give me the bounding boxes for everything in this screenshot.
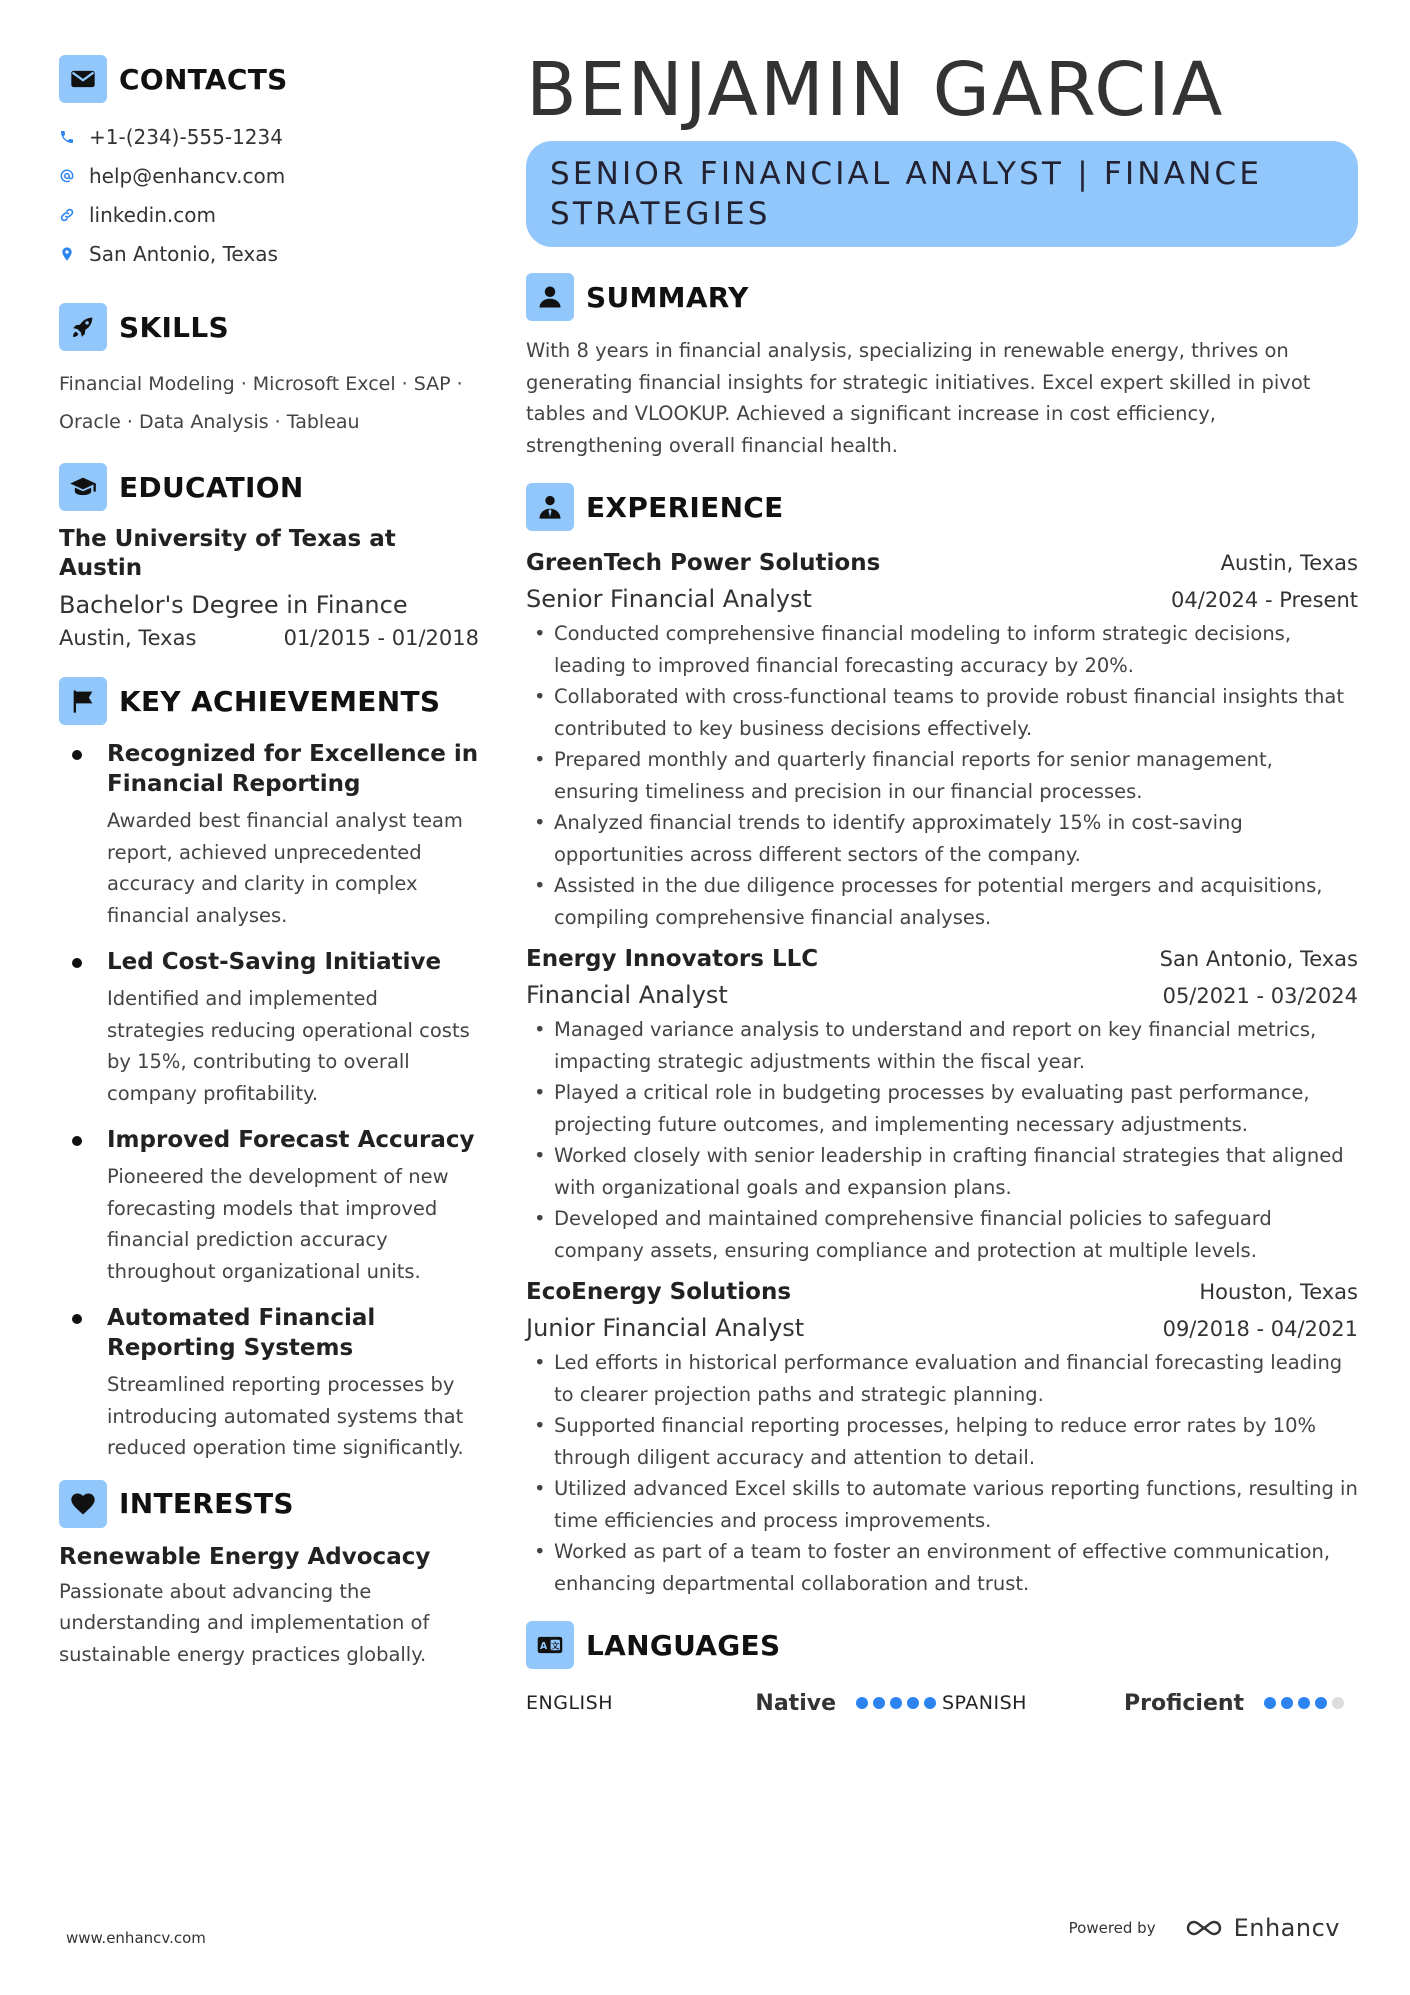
- proficiency-dot-filled: [873, 1697, 885, 1709]
- svg-text:文: 文: [551, 1640, 560, 1651]
- bullet-dot: [72, 1314, 82, 1324]
- achievements-list: [59, 739, 479, 1464]
- job-entry: [526, 545, 1358, 933]
- languages-title: LANGUAGES: [586, 1628, 781, 1662]
- contact-list: [59, 117, 479, 273]
- bullet-dot: [72, 958, 82, 968]
- education-header: [59, 463, 479, 511]
- job-bullet: • Played a critical role in budgeting processes by evaluating past performance, projecting future outcomes, and implementing necessary adjustments.: [526, 1077, 1358, 1140]
- achievement-title: Recognized for Excellence in Financial Reporting: [107, 741, 479, 797]
- contact-phone-text: +1-(234)-555-1234: [89, 124, 283, 149]
- achievements-header: [59, 677, 479, 725]
- achievement-item: [59, 947, 479, 1109]
- language-level: Proficient: [1124, 1690, 1245, 1716]
- proficiency-dot-filled: [1264, 1697, 1276, 1709]
- education-meta: [59, 623, 479, 653]
- achievement-title: Automated Financial Reporting Systems: [107, 1305, 376, 1361]
- job-bullet: • Assisted in the due diligence processes for potential mergers and acquisitions, compiling comprehensive financial analyses.: [526, 870, 1358, 933]
- skills-title: SKILLS: [119, 310, 229, 344]
- footer-website[interactable]: www.enhancv.com: [66, 1929, 206, 1947]
- job-bullets: [526, 618, 1358, 933]
- job-bullet: • Analyzed financial trends to identify approximately 15% in cost-saving opportunities across different sectors of the company.: [526, 807, 1358, 870]
- language-dots: [856, 1697, 941, 1709]
- job-bullet: • Conducted comprehensive financial modeling to inform strategic decisions, leading to improved financial forecasting accuracy by 20%.: [526, 618, 1358, 681]
- business-person-icon: [526, 483, 574, 531]
- map-pin-icon: [59, 245, 75, 263]
- right-column: [526, 47, 1358, 1723]
- phone-icon: [59, 128, 75, 146]
- contact-phone[interactable]: [59, 117, 479, 156]
- job-bullet: • Managed variance analysis to understand and report on key financial metrics, impacting strategic adjustments within the fiscal year.: [526, 1014, 1358, 1077]
- job-role: Junior Financial Analyst: [526, 1314, 805, 1342]
- job-role: Financial Analyst: [526, 981, 728, 1009]
- proficiency-dot-filled: [890, 1697, 902, 1709]
- job-header: [526, 545, 1358, 581]
- job-title-line1: SENIOR FINANCIAL ANALYST | FINANCE: [550, 156, 1263, 192]
- graduation-cap-icon: [59, 463, 107, 511]
- experience-header: [526, 483, 1358, 531]
- job-dates: 04/2024 - Present: [1171, 588, 1358, 612]
- languages-header: [526, 1621, 1358, 1669]
- skills-list: Financial Modeling · Microsoft Excel · SAP · Oracle · Data Analysis · Tableau: [59, 373, 463, 433]
- language-name: SPANISH: [942, 1692, 1027, 1714]
- job-bullet: • Worked as part of a team to foster an environment of effective communication, enhancing departmental collaboration and trust.: [526, 1536, 1358, 1599]
- contacts-title: CONTACTS: [119, 62, 288, 96]
- achievement-item: [59, 739, 479, 931]
- job-bullet: • Prepared monthly and quarterly financial reports for senior management, ensuring timeliness and precision in our financial processes.: [526, 744, 1358, 807]
- achievements-title: KEY ACHIEVEMENTS: [119, 684, 441, 718]
- enhancv-logo-icon: [1182, 1916, 1226, 1940]
- link-icon: [59, 206, 75, 224]
- achievement-desc: Streamlined reporting processes by introducing automated systems that reduced operation time significantly.: [107, 1373, 464, 1459]
- interests-title: INTERESTS: [119, 1487, 294, 1520]
- job-subheader: [526, 977, 1358, 1014]
- job-location: Houston, Texas: [1199, 1280, 1358, 1304]
- proficiency-dot-filled: [1315, 1697, 1327, 1709]
- job-entry: [526, 1274, 1358, 1599]
- language-item: [526, 1691, 942, 1716]
- summary-text: With 8 years in financial analysis, specializing in renewable energy, thrives on generating financial insights for strategic initiatives. Excel expert skilled in pivot tables and VLOOKUP. Achieved a significant increase in cost efficiency, strengthening overall financial health.: [526, 339, 1311, 457]
- powered-by-label: Powered by: [1068, 1919, 1156, 1937]
- skills-header: [59, 303, 479, 351]
- job-bullet: • Worked closely with senior leadership in crafting financial strategies that aligned with organizational goals and expansion plans.: [526, 1140, 1358, 1203]
- proficiency-dot-filled: [1281, 1697, 1293, 1709]
- job-title-line2: STRATEGIES: [550, 196, 771, 232]
- job-company: Energy Innovators LLC: [526, 946, 819, 972]
- proficiency-dot-empty: [1332, 1697, 1344, 1709]
- contact-linkedin-text: linkedin.com: [89, 202, 216, 227]
- person-icon: [526, 273, 574, 321]
- brand-name: Enhancv: [1233, 1914, 1340, 1942]
- proficiency-dot-filled: [907, 1697, 919, 1709]
- language-name: ENGLISH: [526, 1692, 613, 1714]
- job-company: GreenTech Power Solutions: [526, 550, 881, 576]
- summary-header: [526, 273, 1358, 321]
- job-bullet: • Utilized advanced Excel skills to automate various reporting functions, resulting in time efficiencies and process improvements.: [526, 1473, 1358, 1536]
- svg-text:A: A: [539, 1641, 548, 1653]
- job-header: [526, 1274, 1358, 1310]
- footer-branding: [1069, 1914, 1340, 1942]
- bullet-dot: [72, 1136, 82, 1146]
- job-header: [526, 941, 1358, 977]
- translate-icon: [526, 1621, 574, 1669]
- language-level: Native: [755, 1690, 836, 1716]
- education-school: The University of Texas at Austin: [59, 526, 396, 581]
- languages-row: [526, 1683, 1358, 1723]
- summary-title: SUMMARY: [586, 280, 749, 314]
- contact-email[interactable]: [59, 156, 479, 195]
- education-title: EDUCATION: [119, 470, 304, 504]
- job-entry: [526, 941, 1358, 1266]
- proficiency-dot-filled: [1298, 1697, 1310, 1709]
- education-dates: 01/2015 - 01/2018: [283, 626, 479, 650]
- contact-location-text: San Antonio, Texas: [89, 241, 278, 266]
- contact-linkedin[interactable]: [59, 195, 479, 234]
- heart-icon: [59, 1480, 107, 1528]
- proficiency-dot-filled: [924, 1697, 936, 1709]
- achievement-desc: Pioneered the development of new forecasting models that improved financial prediction accuracy throughout organizational units.: [107, 1165, 449, 1283]
- achievement-item: [59, 1303, 479, 1464]
- experience-title: EXPERIENCE: [586, 490, 784, 524]
- bullet-dot: [72, 750, 82, 760]
- job-bullet: • Collaborated with cross-functional teams to provide robust financial insights that contributed to key business decisions effectively.: [526, 681, 1358, 744]
- language-item: [942, 1691, 1358, 1716]
- achievement-desc: Identified and implemented strategies reducing operational costs by 15%, contributing to overall company profitability.: [107, 987, 470, 1105]
- job-subheader: [526, 1310, 1358, 1347]
- job-bullet: • Supported financial reporting processes, helping to reduce error rates by 10% through diligent accuracy and attention to detail.: [526, 1410, 1358, 1473]
- job-location: Austin, Texas: [1220, 551, 1358, 575]
- job-bullet: • Led efforts in historical performance evaluation and financial forecasting leading to clearer projection paths and strategic planning.: [526, 1347, 1358, 1410]
- interest-title: Renewable Energy Advocacy: [59, 1543, 431, 1570]
- left-column: [59, 55, 479, 1670]
- job-subheader: [526, 581, 1358, 618]
- job-role: Senior Financial Analyst: [526, 585, 812, 613]
- job-dates: 09/2018 - 04/2021: [1162, 1317, 1358, 1341]
- education-degree: Bachelor's Degree in Finance: [59, 591, 408, 619]
- language-dots: [1264, 1697, 1349, 1709]
- achievement-title: Improved Forecast Accuracy: [107, 1127, 475, 1153]
- job-title-banner: [526, 141, 1358, 247]
- contact-location: [59, 234, 479, 273]
- job-dates: 05/2021 - 03/2024: [1162, 984, 1358, 1008]
- contact-email-text: help@enhancv.com: [89, 163, 286, 188]
- achievement-title: Led Cost-Saving Initiative: [107, 949, 442, 975]
- achievement-desc: Awarded best financial analyst team report, achieved unprecedented accuracy and clarity in complex financial analyses.: [107, 809, 463, 927]
- at-icon: [59, 167, 75, 185]
- job-bullets: [526, 1014, 1358, 1266]
- job-bullet: • Developed and maintained comprehensive financial policies to safeguard company assets, ensuring compliance and protection at multiple levels.: [526, 1203, 1358, 1266]
- rocket-icon: [59, 303, 107, 351]
- job-location: San Antonio, Texas: [1159, 947, 1358, 971]
- proficiency-dot-filled: [856, 1697, 868, 1709]
- enhancv-logo[interactable]: [1182, 1914, 1340, 1942]
- job-company: EcoEnergy Solutions: [526, 1279, 792, 1305]
- flag-icon: [59, 677, 107, 725]
- education-location: Austin, Texas: [59, 626, 197, 650]
- envelope-icon: [59, 55, 107, 103]
- candidate-name: BENJAMIN GARCIA: [526, 47, 1225, 133]
- interests-header: [59, 1480, 479, 1528]
- achievement-item: [59, 1125, 479, 1287]
- job-bullets: [526, 1347, 1358, 1599]
- contacts-header: [59, 55, 479, 103]
- interest-desc: Passionate about advancing the understanding and implementation of sustainable energy practices globally.: [59, 1579, 430, 1666]
